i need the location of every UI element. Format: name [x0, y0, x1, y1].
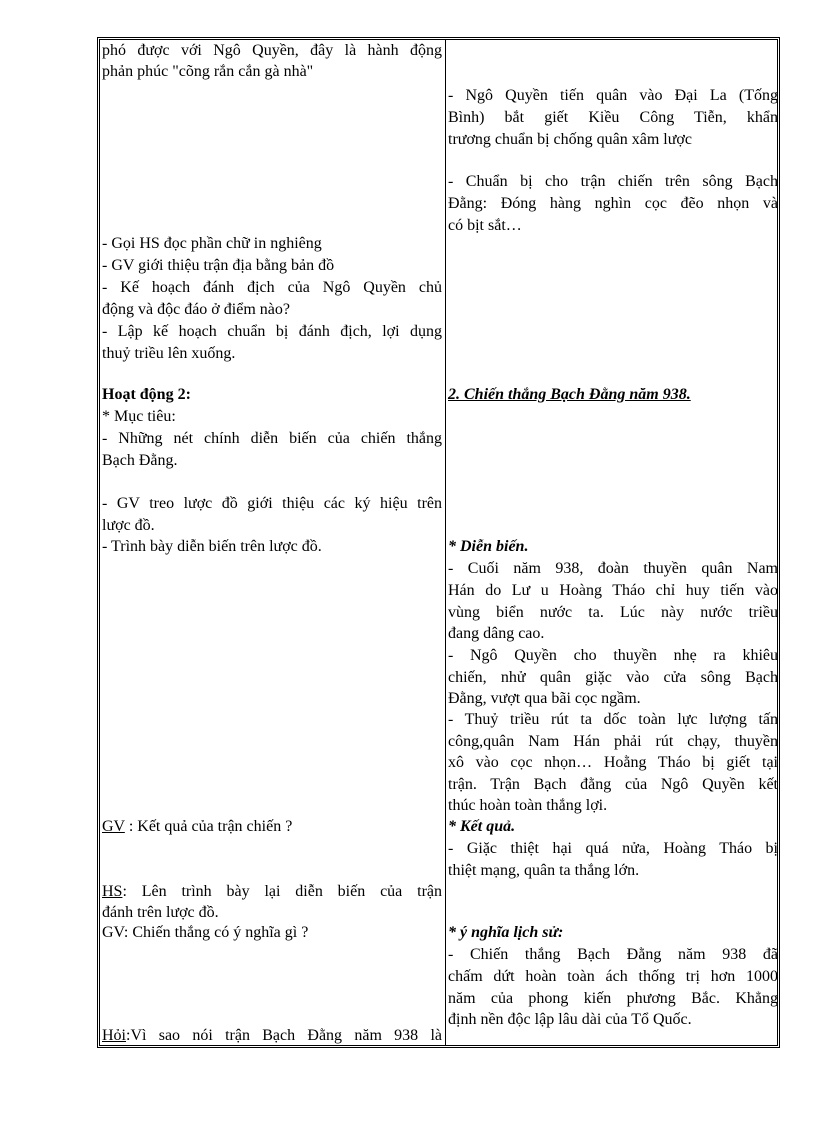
hs-line-1	[102, 881, 442, 903]
events-line-8: - Thuỷ triều rút ta dốc toàn lực lượng tấn	[448, 711, 778, 728]
events-line-9: công,quân Nam Hán phải rút chạy, thuyền	[448, 733, 778, 750]
events-line-5: - Ngô Quyền cho thuyền nhẹ ra khiêu	[448, 647, 778, 664]
events-line-11: trận. Trận Bạch đằng của Ngô Quyền kết	[448, 776, 778, 793]
step-plan-q-2: động và độc đáo ở điểm nào?	[102, 301, 290, 318]
step-tide-2: thuỷ triều lên xuống.	[102, 345, 236, 362]
activity-title: Hoạt động 2:	[102, 386, 191, 403]
meaning-label: * ý nghĩa lịch sử:	[448, 924, 564, 941]
advance-line-2: Bình) bắt giết Kiều Công Tiễn, khẩn	[448, 109, 778, 126]
events-line-12: thúc hoàn toàn thắng lợi.	[448, 797, 608, 814]
events-line-10: xô vào cọc nhọn… Hoằng Tháo bị giết tại	[448, 754, 778, 771]
step-map: - GV giới thiệu trận địa bằng bản đồ	[102, 257, 335, 274]
events-label: * Diễn biến.	[448, 538, 529, 555]
events-line-6: chiến, nhử quân giặc vào cửa sông Bạch	[448, 669, 778, 686]
question-why	[102, 1025, 442, 1047]
present-events: - Trình bày diễn biến trên lược đồ.	[102, 538, 322, 555]
gv-tag: GV	[102, 818, 125, 835]
result-label: * Kết quả.	[448, 818, 516, 835]
events-line-1: - Cuối năm 938, đoàn thuyền quân Nam	[448, 560, 778, 577]
section-heading-2: 2. Chiến thắng Bạch Đằng năm 938.	[448, 386, 691, 403]
meaning-line-3: năm của phong kiến phương Bắc. Khẳng	[448, 990, 778, 1007]
hs-line-2: đánh trên lược đồ.	[102, 904, 219, 921]
events-line-2: Hán do Lư u Hoàng Tháo chỉ huy tiến vào	[448, 582, 778, 599]
lesson-table	[97, 37, 780, 1048]
question-why-text: :Vì sao nói trận Bạch Đằng năm 938 là	[126, 1027, 442, 1044]
goal-line-1: - Những nét chính diễn biến của chiến thắng	[102, 430, 442, 447]
events-line-4: đang dâng cao.	[448, 625, 545, 642]
meaning-line-4: định nền độc lập lâu dài của Tổ Quốc.	[448, 1011, 692, 1028]
goal-label: * Mục tiêu:	[102, 408, 176, 425]
step-read: - Gọi HS đọc phần chữ in nghiêng	[102, 235, 322, 252]
meaning-line-1: - Chiến thắng Bạch Đằng năm 938 đã	[448, 946, 778, 963]
gv-map-line-2: lược đồ.	[102, 517, 155, 534]
question-result-text: : Kết quả của trận chiến ?	[124, 818, 293, 835]
hs-line-1-text: : Lên trình bày lại diễn biến của trận	[122, 883, 442, 900]
advance-line-3: trương chuẩn bị chống quân xâm lược	[448, 131, 692, 148]
result-line-2: thiệt mạng, quân ta thắng lớn.	[448, 862, 640, 879]
events-line-3: vùng biển nước ta. Lúc này nước triều	[448, 604, 778, 621]
hs-tag: HS	[102, 883, 123, 900]
goal-line-2: Bạch Đằng.	[102, 452, 178, 469]
intro-line-2: phản phúc "cõng rắn cắn gà nhà"	[102, 63, 314, 80]
prepare-line-1: - Chuẩn bị cho trận chiến trên sông Bạch	[448, 173, 778, 190]
intro-line-1: phó được với Ngô Quyền, đây là hành động	[102, 42, 442, 59]
advance-line-1: - Ngô Quyền tiến quân vào Đại La (Tống	[448, 87, 778, 104]
hoi-tag: Hỏi	[102, 1027, 126, 1044]
prepare-line-3: có bịt sắt…	[448, 217, 522, 234]
question-meaning: GV: Chiến thắng có ý nghĩa gì ?	[102, 924, 309, 941]
column-divider	[445, 40, 446, 1045]
gv-map-line-1: - GV treo lược đồ giới thiệu các ký hiệu trên	[102, 495, 442, 512]
step-tide-1: - Lập kế hoạch chuẩn bị đánh địch, lợi dụng	[102, 323, 442, 340]
meaning-line-2: chấm dứt hoàn toàn ách thống trị hơn 1000	[448, 968, 778, 985]
step-plan-q-1: - Kế hoạch đánh địch của Ngô Quyền chủ	[102, 279, 442, 296]
events-line-7: Đằng, vượt qua bãi cọc ngầm.	[448, 690, 641, 707]
result-line-1: - Giặc thiệt hại quá nửa, Hoàng Tháo bị	[448, 840, 778, 857]
question-result	[102, 816, 442, 838]
prepare-line-2: Đằng: Đóng hàng nghìn cọc đẽo nhọn và	[448, 195, 778, 212]
